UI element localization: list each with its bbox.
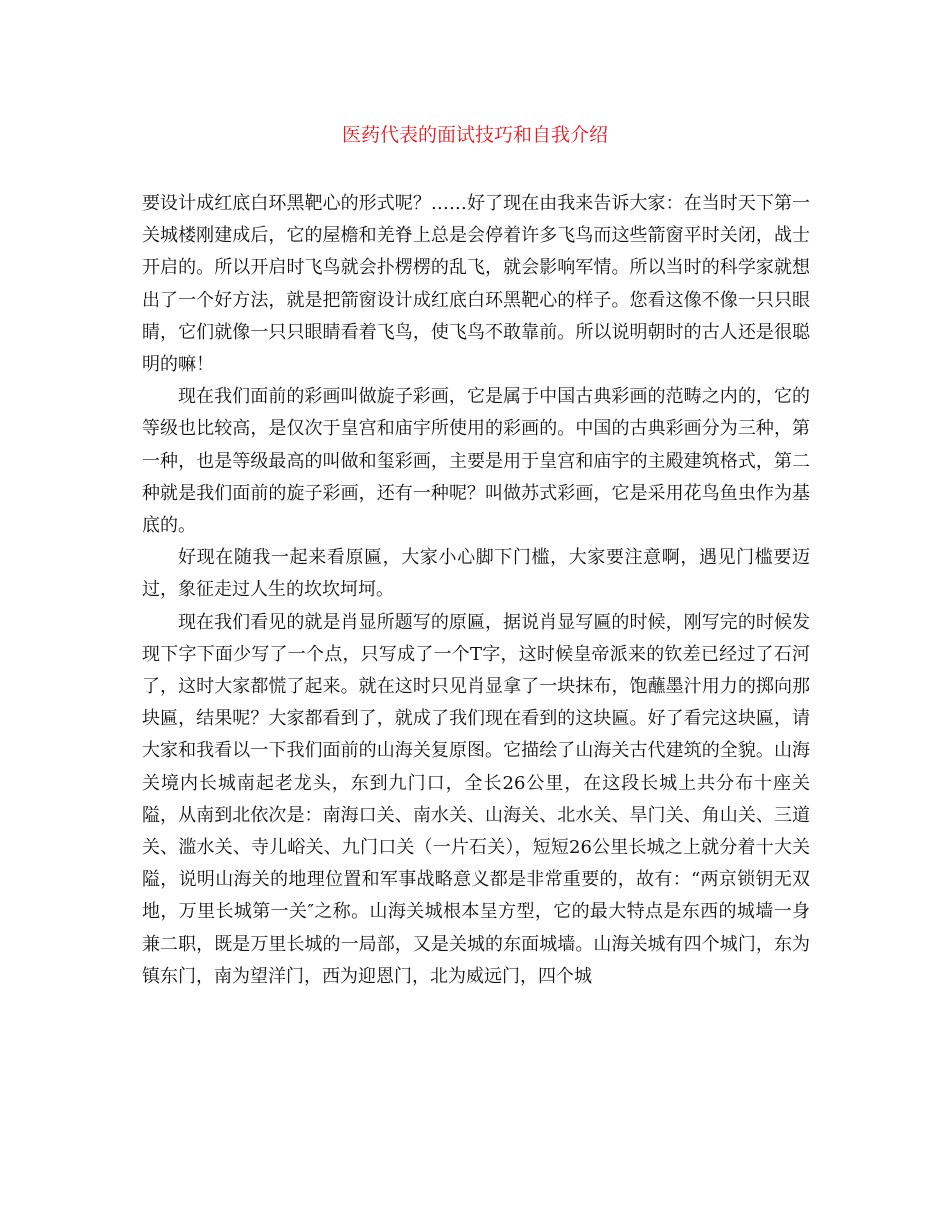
document-title: 医药代表的面试技巧和自我介绍 — [341, 124, 608, 146]
paragraph-3: 好现在随我一起来看原匾，大家小心脚下门槛，大家要注意啊，遇见门槛要迈过，象征走过人生的坎坎坷坷。 — [142, 547, 810, 601]
paragraph-4: 现在我们看见的就是肖显所题写的原匾，据说肖显写匾的时候，刚写完的时候发现下字下面少写了一个点，只写成了一个T字，这时候皇帝派来的钦差已经过了石河了，这时大家都慌了起来。就在这时只见肖显拿了一块抹布，饱蘸墨汁用力的掷向那块匾，结果呢？大家都看到了，就成了我们现在看到的这块匾。好了看完这块匾，请大家和我看以一下我们面前的山海关复原图。它描绘了山海关古代建筑的全貌。山海关境内长城南起老龙头，东到九门口，全长26公里，在这段长城上共分布十座关隘，从南到北依次是：南海口关、南水关、山海关、北水关、旱门关、角山关、三道关、滥水关、寺儿峪关、九门口关（一片石关），短短26公里长城之上就分着十大关隘，说明山海关的地理位置和军事战略意义都是非常重要的，故有：“两京锁钥无双地，万里长城第一关″之称。山海关城根本呈方型，它的最大特点是东西的城墙一身兼二职，既是万里长城的一局部，又是关城的东面城墙。山海关城有四个城门，东为镇东门，南为望洋门，西为迎恩门，北为威远门，四个城 — [142, 611, 810, 987]
paragraph-2: 现在我们面前的彩画叫做旋子彩画，它是属于中国古典彩画的范畴之内的，它的等级也比较高，是仅次于皇宫和庙宇所使用的彩画的。中国的古典彩画分为三种，第一种，也是等级最高的叫做和玺彩画，主要是用于皇宫和庙宇的主殿建筑格式，第二种就是我们面前的旋子彩画，还有一种呢？叫做苏式彩画，它是采用花鸟鱼虫作为基底的。 — [142, 386, 810, 537]
document-body — [142, 188, 810, 993]
paragraph-1: 要设计成红底白环黑靶心的形式呢？……好了现在由我来告诉大家：在当时天下第一关城楼刚建成后，它的屋檐和羌脊上总是会停着许多飞鸟而这些箭窗平时关闭，战士开启的。所以开启时飞鸟就会扑楞楞的乱飞，就会影响军情。所以当时的科学家就想出了一个好方法，就是把箭窗设计成红底白环黑靶心的样子。您看这像不像一只只眼睛，它们就像一只只眼睛看着飞鸟，使飞鸟不敢靠前。所以说明朝时的古人还是很聪明的嘛！ — [142, 193, 810, 376]
